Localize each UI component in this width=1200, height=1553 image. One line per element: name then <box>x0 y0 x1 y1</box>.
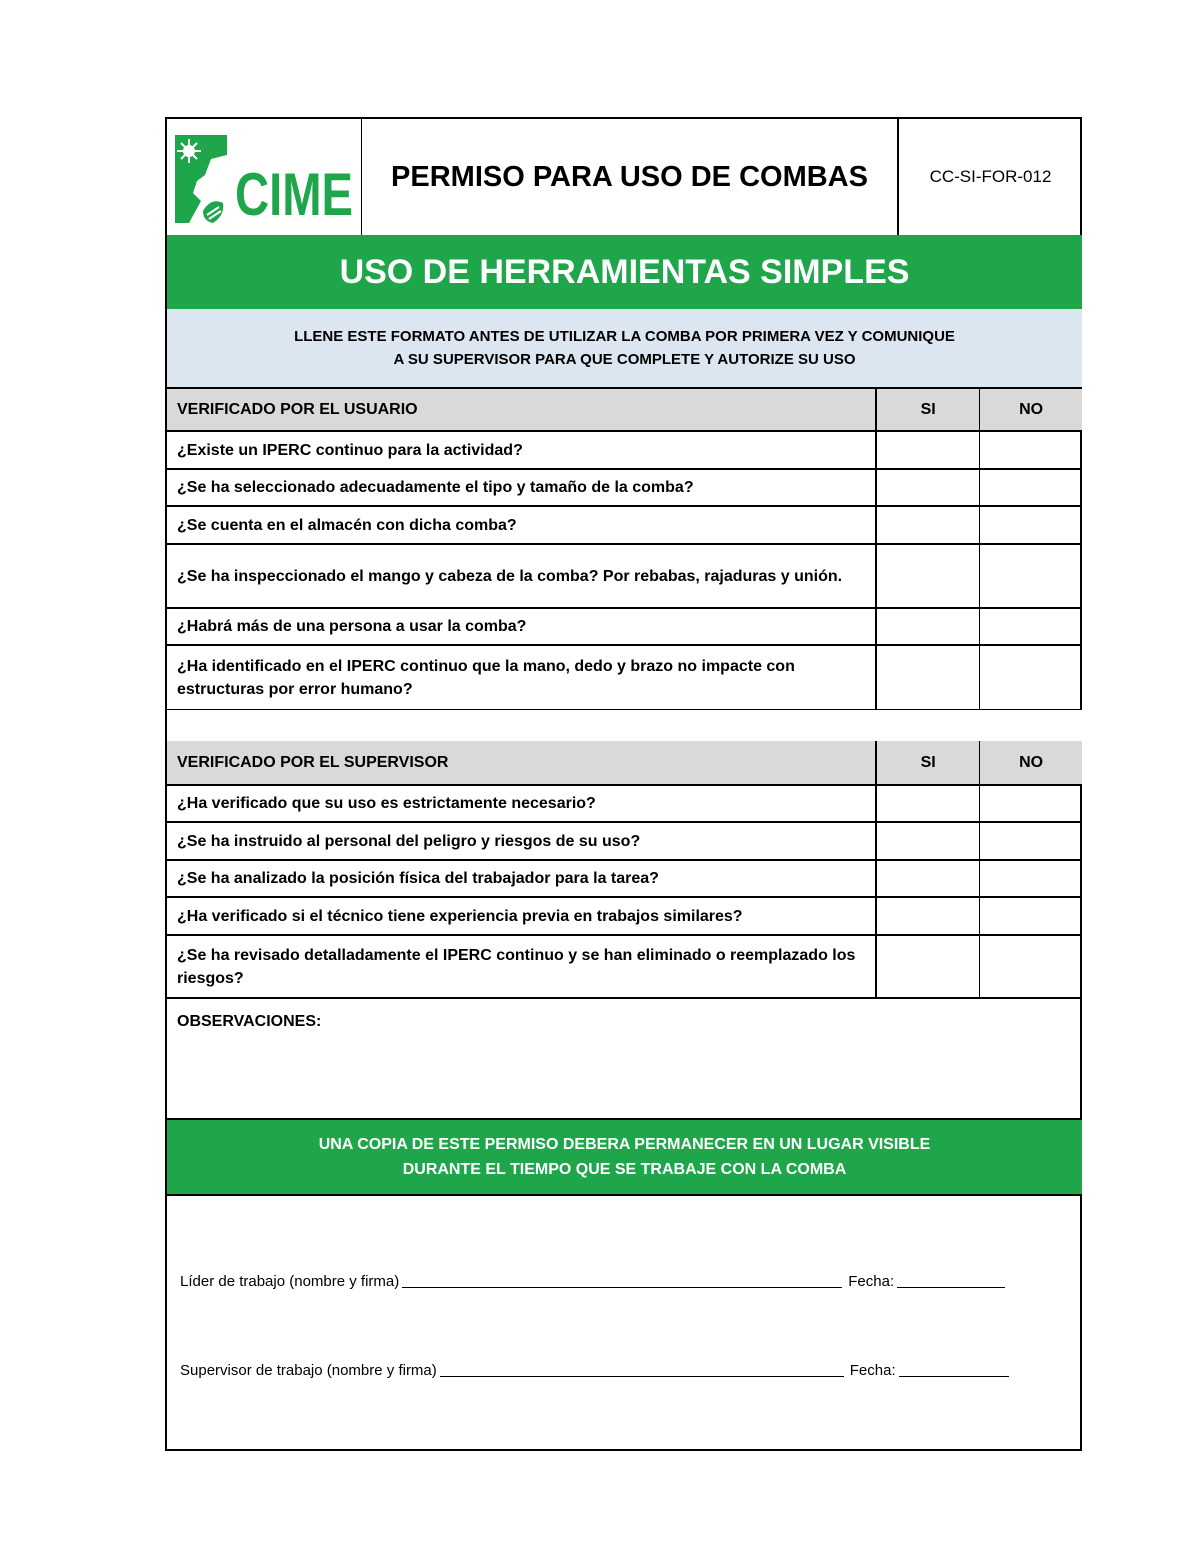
table-row <box>167 861 1082 898</box>
table-row <box>167 470 1082 507</box>
yes-checkbox-cell[interactable] <box>877 646 980 709</box>
document-code: CC-SI-FOR-012 <box>929 167 1052 186</box>
document-title: PERMISO PARA USO DE COMBAS <box>362 119 899 235</box>
logo-text: CIME <box>235 161 353 228</box>
question-text: ¿Habrá más de una persona a usar la comba? <box>167 609 877 644</box>
yes-checkbox-cell[interactable] <box>877 609 980 644</box>
supervisor-date-line[interactable] <box>899 1362 1009 1377</box>
observations-label: OBSERVACIONES: <box>177 1013 322 1030</box>
no-checkbox-cell[interactable] <box>980 936 1082 997</box>
permit-form <box>165 117 1082 1451</box>
question-text: ¿Se ha seleccionado adecuadamente el tipo y tamaño de la comba? <box>167 470 877 505</box>
user-section-title: VERIFICADO POR EL USUARIO <box>167 389 877 430</box>
table-row <box>167 936 1082 999</box>
question-text: ¿Se ha instruido al personal del peligro y riesgos de su uso? <box>167 823 877 859</box>
leader-date-line[interactable] <box>897 1273 1005 1288</box>
no-checkbox-cell[interactable] <box>980 609 1082 644</box>
leader-date-label: Fecha: <box>848 1273 895 1290</box>
table-row <box>167 646 1082 710</box>
supervisor-signature-line[interactable] <box>440 1362 844 1377</box>
section-spacer <box>167 710 1082 741</box>
yes-checkbox-cell[interactable] <box>877 898 980 934</box>
no-checkbox-cell[interactable] <box>980 470 1082 505</box>
yes-checkbox-cell[interactable] <box>877 786 980 821</box>
leader-signature-line[interactable] <box>402 1273 842 1288</box>
no-checkbox-cell[interactable] <box>980 507 1082 543</box>
yes-checkbox-cell[interactable] <box>877 545 980 607</box>
leader-signature-row <box>180 1273 1011 1290</box>
no-checkbox-cell[interactable] <box>980 545 1082 607</box>
instructions-line-2: A SU SUPERVISOR PARA QUE COMPLETE Y AUTORIZE SU USO <box>393 351 856 368</box>
no-checkbox-cell[interactable] <box>980 432 1082 468</box>
table-row <box>167 609 1082 646</box>
supervisor-section-header-row <box>167 741 1082 786</box>
supervisor-signature-row <box>180 1362 1015 1379</box>
supervisor-date-label: Fecha: <box>849 1362 896 1379</box>
no-checkbox-cell[interactable] <box>980 823 1082 859</box>
no-checkbox-cell[interactable] <box>980 646 1082 709</box>
copy-notice-line-1: UNA COPIA DE ESTE PERMISO DEBERA PERMANECER EN UN LUGAR VISIBLE <box>318 1136 931 1153</box>
yes-checkbox-cell[interactable] <box>877 507 980 543</box>
copy-notice-line-2: DURANTE EL TIEMPO QUE SE TRABAJE CON LA COMBA <box>402 1161 847 1178</box>
table-row <box>167 545 1082 609</box>
no-checkbox-cell[interactable] <box>980 861 1082 896</box>
question-text: ¿Se ha revisado detalladamente el IPERC continuo y se han eliminado o reemplazado los riesgos? <box>167 936 877 997</box>
yes-checkbox-cell[interactable] <box>877 823 980 859</box>
copy-notice <box>167 1120 1082 1196</box>
leader-signature-label: Líder de trabajo (nombre y firma) <box>180 1273 400 1290</box>
supervisor-no-header: NO <box>1019 753 1044 771</box>
table-row <box>167 432 1082 470</box>
question-text: ¿Existe un IPERC continuo para la actividad? <box>167 432 877 468</box>
question-text: ¿Ha identificado en el IPERC continuo que la mano, dedo y brazo no impacte con estructuras por error humano? <box>167 646 877 709</box>
supervisor-yes-header: SI <box>877 741 980 784</box>
logo-cell <box>167 119 362 235</box>
yes-checkbox-cell[interactable] <box>877 470 980 505</box>
user-yes-header: SI <box>877 389 980 430</box>
cime-logo <box>167 119 362 235</box>
instructions-box <box>167 309 1082 387</box>
table-row <box>167 898 1082 936</box>
observations-field[interactable] <box>167 999 1082 1120</box>
no-checkbox-cell[interactable] <box>980 898 1082 934</box>
no-checkbox-cell[interactable] <box>980 786 1082 821</box>
yes-checkbox-cell[interactable] <box>877 936 980 997</box>
yes-checkbox-cell[interactable] <box>877 432 980 468</box>
table-row <box>167 507 1082 545</box>
yes-checkbox-cell[interactable] <box>877 861 980 896</box>
question-text: ¿Se ha inspeccionado el mango y cabeza de la comba? Por rebabas, rajaduras y unión. <box>167 545 877 607</box>
question-text: ¿Se ha analizado la posición física del trabajador para la tarea? <box>167 861 877 896</box>
section-title: USO DE HERRAMIENTAS SIMPLES <box>167 235 1082 309</box>
question-text: ¿Ha verificado si el técnico tiene experiencia previa en trabajos similares? <box>167 898 877 934</box>
user-no-header: NO <box>1019 400 1044 418</box>
user-section-header-row <box>167 387 1082 432</box>
supervisor-signature-label: Supervisor de trabajo (nombre y firma) <box>180 1362 437 1379</box>
instructions-line-1: LLENE ESTE FORMATO ANTES DE UTILIZAR LA COMBA POR PRIMERA VEZ Y COMUNIQUE <box>294 328 955 345</box>
table-row <box>167 786 1082 823</box>
supervisor-section-title: VERIFICADO POR EL SUPERVISOR <box>167 741 877 784</box>
question-text: ¿Ha verificado que su uso es estrictamente necesario? <box>167 786 877 821</box>
table-row <box>167 823 1082 861</box>
question-text: ¿Se cuenta en el almacén con dicha comba? <box>167 507 877 543</box>
